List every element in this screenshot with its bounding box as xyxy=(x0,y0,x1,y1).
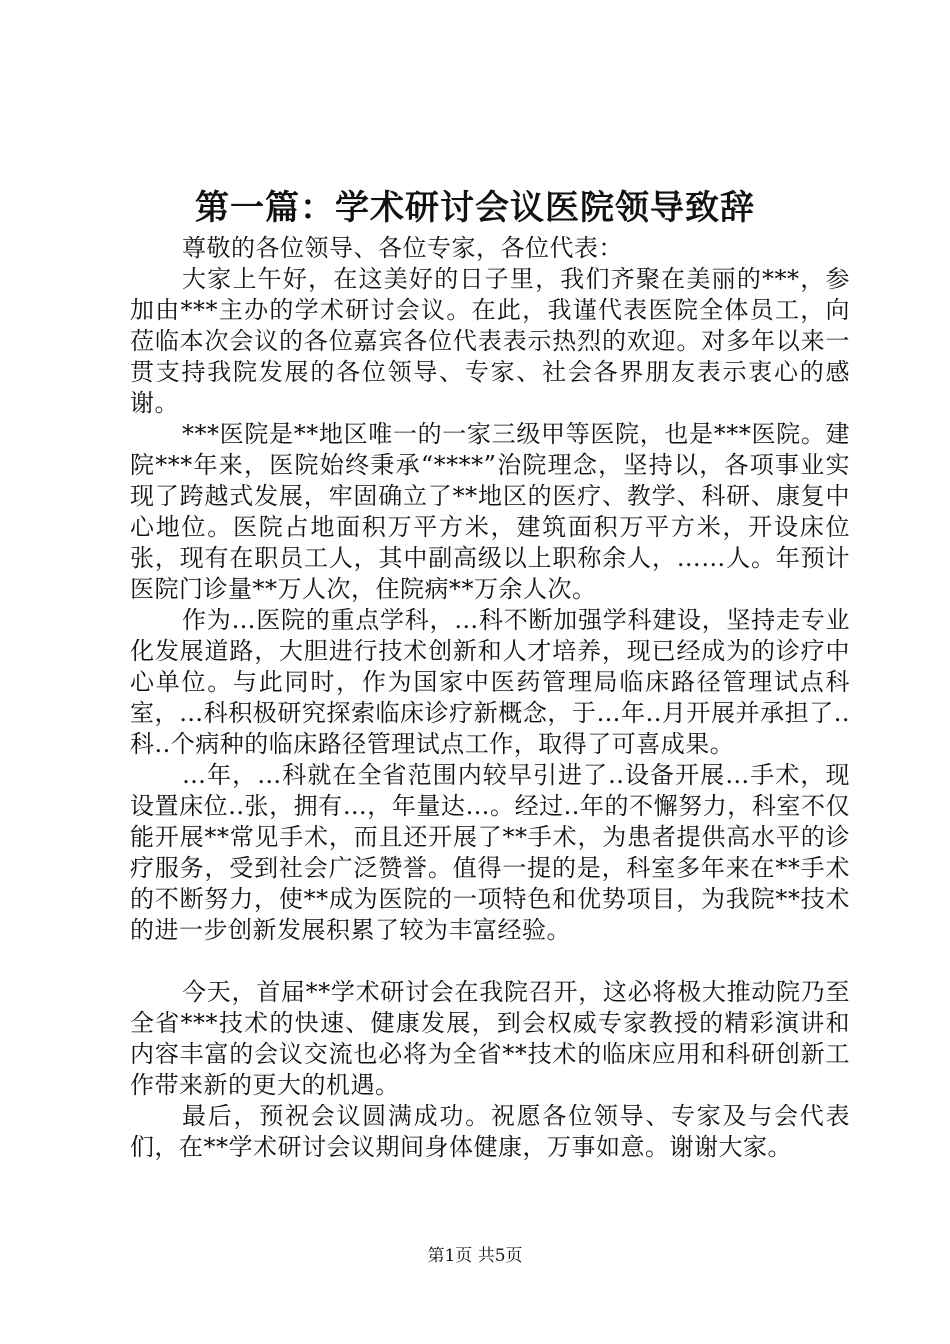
document-body xyxy=(130,233,850,1163)
page-number-footer: 第1页 共5页 xyxy=(427,1246,523,1266)
closing-paragraph: 最后，预祝会议圆满成功。祝愿各位领导、专家及与会代表们，在**学术研讨会议期间身体健康，万事如意。谢谢大家。 xyxy=(130,1102,850,1161)
welcome-paragraph: 大家上午好，在这美好的日子里，我们齐聚在美丽的***，参加由***主办的学术研讨会议。在此，我谨代表医院全体员工，向莅临本次会议的各位嘉宾各位代表表示热烈的欢迎。对多年以来一贯支持我院发展的各位领导、专家、社会各界朋友表示衷心的感谢。 xyxy=(130,265,850,417)
department-paragraph: 作为…医院的重点学科，…科不断加强学科建设，坚持走专业化发展道路，大胆进行技术创新和人才培养，现已经成为的诊疗中心单位。与此同时，作为国家中医药管理局临床路径管理试点科室，…科积极研究探索临床诊疗新概念，于…年..月开展并承担了..科..个病种的临床路径管理试点工作，取得了可喜成果。 xyxy=(130,606,850,758)
conference-paragraph: 今天，首届**学术研讨会在我院召开，这必将极大推动院乃至全省***技术的快速、健康发展，到会权威专家教授的精彩演讲和内容丰富的会议交流也必将为全省**技术的临床应用和科研创新工作带来新的更大的机遇。 xyxy=(130,978,850,1099)
hospital-intro-paragraph: ***医院是**地区唯一的一家三级甲等医院，也是***医院。建院***年来，医院始终秉承“****”治院理念，坚持以，各项事业实现了跨越式发展，牢固确立了**地区的医疗、教学、科研、康复中心地位。医院占地面积万平方米，建筑面积万平方米，开设床位张，现有在职员工人，其中副高级以上职称余人，……人。年预计医院门诊量**万人次，住院病**万余人次。 xyxy=(130,420,850,603)
achievements-paragraph: …年，…科就在全省范围内较早引进了..设备开展…手术，现设置床位..张，拥有…，年量达…。经过..年的不懈努力，科室不仅能开展**常见手术，而且还开展了**手术，为患者提供高水平的诊疗服务，受到社会广泛赞誉。值得一提的是，科室多年来在**手术的不断努力，使**成为医院的一项特色和优势项目，为我院**技术的进一步创新发展积累了较为丰富经验。 xyxy=(130,761,850,944)
document-title: 第一篇：学术研讨会议医院领导致辞 xyxy=(195,188,755,228)
salutation-paragraph: 尊敬的各位领导、各位专家，各位代表： xyxy=(182,234,623,262)
